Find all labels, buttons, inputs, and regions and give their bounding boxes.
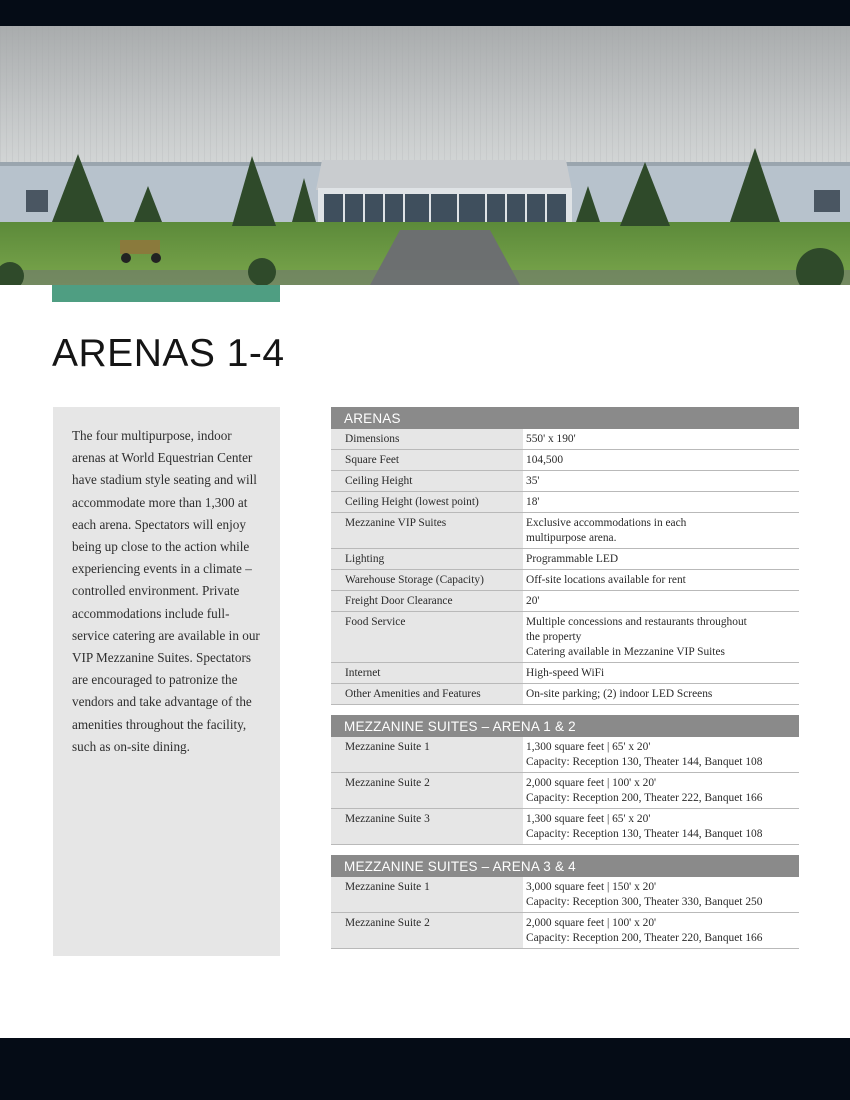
table-row [331,570,799,591]
row-label: Mezzanine Suite 2 [331,773,523,809]
row-label: Mezzanine Suite 3 [331,809,523,845]
row-value [523,429,799,450]
row-value [523,913,799,949]
row-label: Mezzanine Suite 1 [331,737,523,773]
row-label: Ceiling Height [331,471,523,492]
row-value-line: 18' [526,496,540,508]
row-value [523,549,799,570]
arenas-table [331,429,799,705]
row-value-line: Multiple concessions and restaurants throughout [526,616,747,628]
row-label: Freight Door Clearance [331,591,523,612]
intro-panel [53,407,280,956]
row-value [523,612,799,663]
row-label: Dimensions [331,429,523,450]
arenas-section-header: ARENAS [331,407,799,429]
table-row [331,549,799,570]
suites-arena-1-2-table [331,737,799,845]
table-row [331,612,799,663]
row-value-line: High-speed WiFi [526,667,605,679]
row-value-line: 104,500 [526,454,564,466]
arena-building-photo [0,26,850,285]
row-label: Warehouse Storage (Capacity) [331,570,523,591]
row-value [523,809,799,845]
table-row [331,913,799,949]
row-value-line: Capacity: Reception 130, Theater 144, Banquet 108 [526,756,763,768]
spec-tables [331,407,799,949]
suites-arena-1-2-header: MEZZANINE SUITES – ARENA 1 & 2 [331,715,799,737]
suites-arena-3-4-table [331,877,799,949]
row-value [523,450,799,471]
table-row [331,429,799,450]
row-value [523,684,799,705]
row-value [523,513,799,549]
row-label: Internet [331,663,523,684]
row-value-line: On-site parking; (2) indoor LED Screens [526,688,713,700]
table-row [331,773,799,809]
row-value-line: Capacity: Reception 200, Theater 222, Banquet 166 [526,792,763,804]
row-label: Mezzanine Suite 2 [331,913,523,949]
row-value-line: the property [526,631,582,643]
row-value-line: 1,300 square feet | 65' x 20' [526,741,651,753]
row-value [523,773,799,809]
row-value-line: 550' x 190' [526,433,576,445]
row-value-line: Programmable LED [526,553,619,565]
row-value-line: Exclusive accommodations in each [526,517,687,529]
row-value [523,877,799,913]
row-value-line: Capacity: Reception 200, Theater 220, Banquet 166 [526,932,763,944]
row-label: Mezzanine Suite 1 [331,877,523,913]
row-label: Food Service [331,612,523,663]
table-row [331,877,799,913]
page-title: ARENAS 1-4 [52,332,285,375]
intro-text: The four multipurpose, indoor arenas at World Equestrian Center have stadium style seating and will accommodate more than 1,300 at each arena. Spectators will enjoy being up close to the action while experiencing events in a climate – controlled environment. Private accommodations include full-service catering are available in our VIP Mezzanine Suites. Spectators are encouraged to patronize the vendors and take advantage of the amenities throughout the facility, such as on-site dining. [72,428,260,754]
row-label: Ceiling Height (lowest point) [331,492,523,513]
row-value [523,570,799,591]
row-value-line: 1,300 square feet | 65' x 20' [526,813,651,825]
table-row [331,663,799,684]
row-value-line: Off-site locations available for rent [526,574,686,586]
bottom-band [0,1038,850,1100]
table-row [331,450,799,471]
table-row [331,809,799,845]
accent-bar [52,285,280,302]
row-label: Mezzanine VIP Suites [331,513,523,549]
suites-arena-3-4-header: MEZZANINE SUITES – ARENA 3 & 4 [331,855,799,877]
row-value-line: 20' [526,595,540,607]
table-row [331,591,799,612]
row-value-line: Capacity: Reception 300, Theater 330, Banquet 250 [526,896,763,908]
table-row [331,737,799,773]
top-band [0,0,850,26]
row-value [523,737,799,773]
row-label: Other Amenities and Features [331,684,523,705]
row-value-line: 35' [526,475,540,487]
table-row [331,492,799,513]
table-row [331,471,799,492]
row-value [523,492,799,513]
row-value-line: 3,000 square feet | 150' x 20' [526,881,657,893]
row-value [523,663,799,684]
table-row [331,684,799,705]
table-row [331,513,799,549]
row-label: Lighting [331,549,523,570]
row-label: Square Feet [331,450,523,471]
row-value-line: 2,000 square feet | 100' x 20' [526,917,657,929]
row-value-line: multipurpose arena. [526,532,617,544]
row-value-line: 2,000 square feet | 100' x 20' [526,777,657,789]
row-value-line: Catering available in Mezzanine VIP Suites [526,646,725,658]
row-value-line: Capacity: Reception 130, Theater 144, Banquet 108 [526,828,763,840]
row-value [523,471,799,492]
row-value [523,591,799,612]
